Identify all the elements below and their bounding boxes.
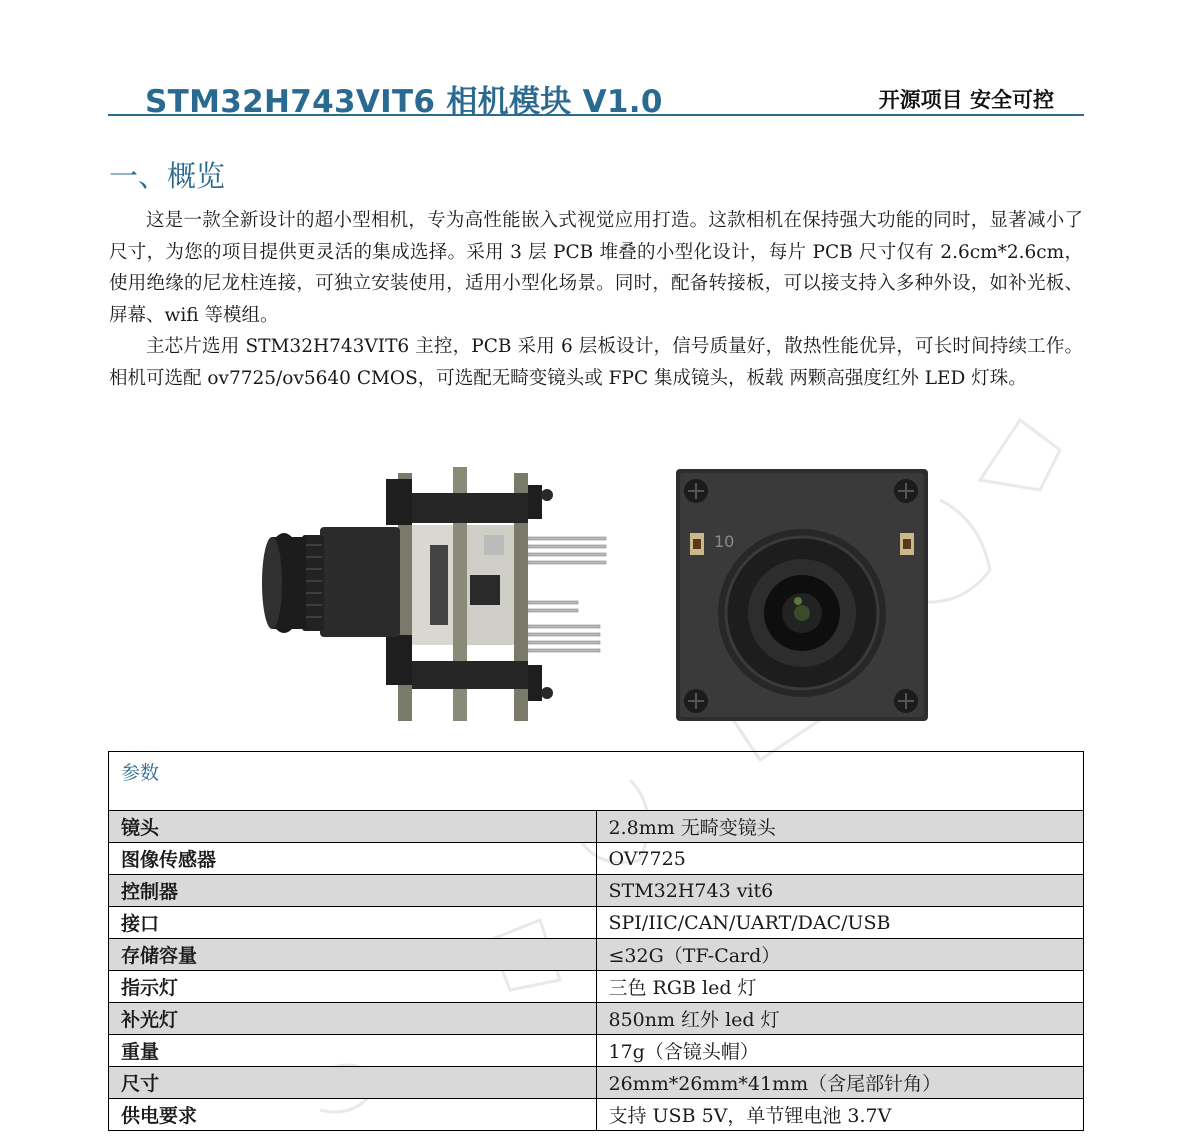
spec-key: 供电要求: [109, 1099, 597, 1131]
spec-value: 26mm*26mm*41mm（含尾部针角）: [596, 1067, 1084, 1099]
spec-value: SPI/IIC/CAN/UART/DAC/USB: [596, 907, 1084, 939]
header-tagline: 开源项目 安全可控: [878, 88, 1054, 112]
table-row: [109, 939, 1084, 971]
spec-key: 控制器: [109, 875, 597, 907]
table-row: [109, 875, 1084, 907]
section-heading: 一、概览: [109, 159, 226, 193]
table-row: [109, 1099, 1084, 1131]
spec-key: 图像传感器: [109, 843, 597, 875]
spec-key: 接口: [109, 907, 597, 939]
camera-side-photo: [258, 465, 613, 725]
table-row: [109, 811, 1084, 843]
spec-value: 2.8mm 无畸变镜头: [596, 811, 1084, 843]
overview-text: [109, 205, 1083, 394]
spec-key: 指示灯: [109, 971, 597, 1003]
spec-value: STM32H743 vit6: [596, 875, 1084, 907]
spec-key: 重量: [109, 1035, 597, 1067]
silkscreen-label: 10: [714, 532, 735, 551]
table-row: [109, 907, 1084, 939]
spec-table: [108, 751, 1084, 1131]
spec-key: 补光灯: [109, 1003, 597, 1035]
spec-key: 存储容量: [109, 939, 597, 971]
table-caption: 参数: [109, 752, 1084, 811]
spec-value: 850nm 红外 led 灯: [596, 1003, 1084, 1035]
spec-value: 17g（含镜头帽）: [596, 1035, 1084, 1067]
spec-value: 支持 USB 5V，单节锂电池 3.7V: [596, 1099, 1084, 1131]
table-row: [109, 1003, 1084, 1035]
spec-value: ≤32G（TF-Card）: [596, 939, 1084, 971]
spec-key: 镜头: [109, 811, 597, 843]
table-row: [109, 1035, 1084, 1067]
paragraph: 这是一款全新设计的超小型相机，专为高性能嵌入式视觉应用打造。这款相机在保持强大功能的同时，显著减小了尺寸，为您的项目提供更灵活的集成选择。采用 3 层 PCB 堆叠的小型化设计，每片 PCB 尺寸仅有 2.6cm*2.6cm，使用绝缘的尼龙柱连接，可独立安装使用，适用小型化场景。同时，配备转接板，可以接支持入多种外设，如补光板、屏幕、wifi 等模组。: [109, 210, 1083, 326]
paragraph: 主芯片选用 STM32H743VIT6 主控，PCB 采用 6 层板设计，信号质量好，散热性能优异，可长时间持续工作。相机可选配 ov7725/ov5640 CMOS，可选配无畸变镜头或 FPC 集成镜头，板载 两颗高强度红外 LED 灯珠。: [109, 336, 1083, 389]
page-header: [108, 68, 1084, 120]
camera-front-photo: [674, 467, 930, 723]
document-title: STM32H743VIT6 相机模块 V1.0: [145, 84, 663, 120]
table-row: [109, 1067, 1084, 1099]
table-row: [109, 843, 1084, 875]
spec-key: 尺寸: [109, 1067, 597, 1099]
spec-value: OV7725: [596, 843, 1084, 875]
table-row: [109, 971, 1084, 1003]
spec-value: 三色 RGB led 灯: [596, 971, 1084, 1003]
